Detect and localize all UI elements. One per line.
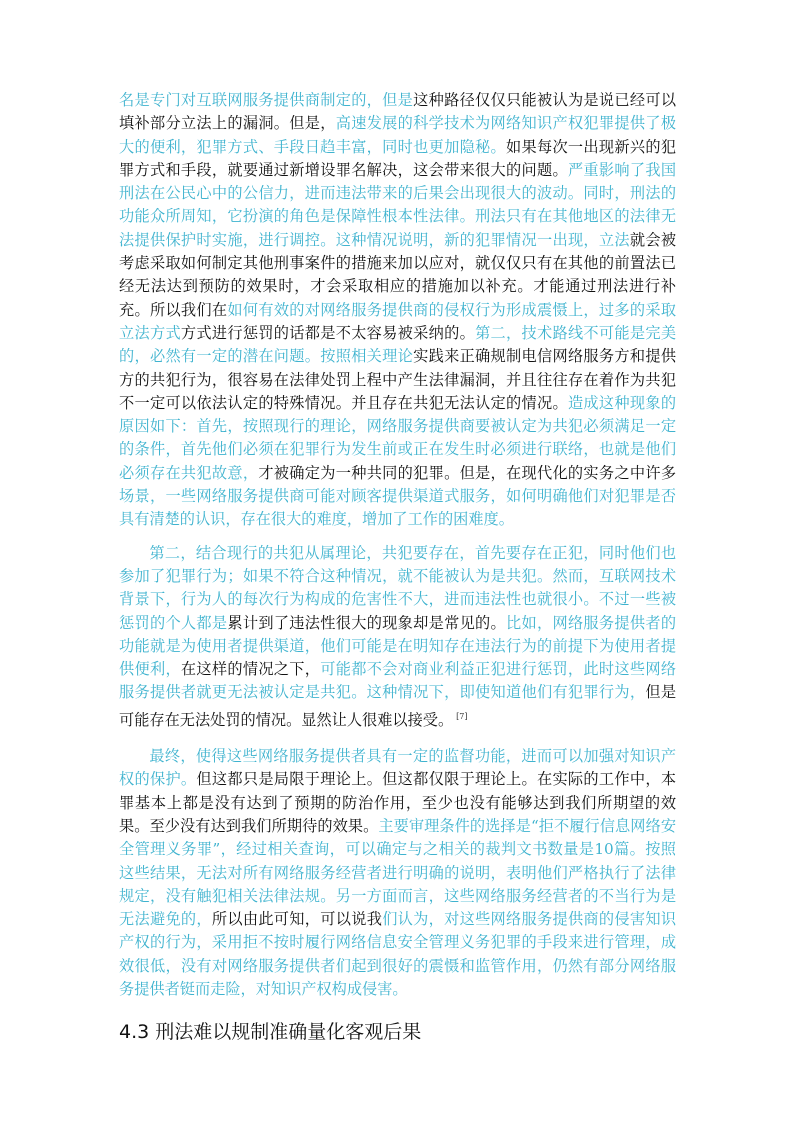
highlighted-text: 们认为，对这些网络服务提供商的侵害知识产权的行为，采用拒不按时履行网络信息安全管理义务犯罪的手段来进行管理，成效很低，没有对网络服务提供者们起到很好的震慑和监管作用，仍然有部分网络服务提供者铤而走险，对知识产权构成侵害。: [119, 910, 677, 999]
highlighted-text: 比如，网络服务提供者的功能就是为使用者提供渠道，他们可能是在明知存在违法行为的前提下为使用者提供便利，: [119, 613, 677, 679]
document-page: [119, 89, 676, 1045]
highlighted-text: 场景，一些网络服务提供商可能对顾客提供渠道式服务，如何明确他们对犯罪是否具有清楚的认识，存在很大的难度，增加了工作的困难度。: [119, 487, 676, 529]
highlighted-text: 如何有效的对网络服务提供商的侵权行为形成震慑上，过多的采取立法方式: [119, 300, 677, 342]
citation-reference: [7]: [456, 711, 468, 721]
text-segment: 但是可能存在无法处罚的情况。显然让人很难以接受。: [119, 683, 677, 729]
highlighted-text: 主要审理条件的选择是“拒不履行信息网络安全管理义务罪”，经过相关查询，可以确定与之相关的裁判文书数量是10篇。按照这些结果，无法对所有网络服务经营者进行明确的说明，表明他们严格执行了法律规定，没有触犯相关法律法规。另一方面而言，这些网络服务经营者的不当行为是无法避免的，: [119, 816, 677, 929]
paragraph-3: [119, 745, 676, 1001]
text-segment: 实践来正确规制电信网络服务方和提供方的共犯行为，很容易在法律处罚上程中产生法律漏洞，并且往往存在着作为共犯不一定可以依法认定的特殊情况。并且存在共犯无法认定的情况。: [119, 347, 677, 412]
text-segment: 才被确定为一种共同的犯罪。但是，在现代化的实务之中许多: [258, 463, 677, 482]
highlighted-text: 名是专门对互联网服务提供商制定的，但是: [119, 91, 414, 109]
text-segment: 所以由此可知，可以说我: [211, 910, 383, 929]
text-segment: 累计到了违法性很大的现象却是常见的。: [227, 613, 507, 632]
text-segment: 但这都只是局限于理论上。但这都仅限于理论上。在实际的工作中，本罪基本上都是没有达到了预期的防治作用，至少也没有能够达到我们所期望的效果。至少没有达到我们所期待的效果。: [119, 770, 677, 835]
highlighted-text: 立法: [598, 230, 630, 249]
highlighted-text: 严重影响了我国刑法在公民心中的公信力，进而违法带来的后果会出现很大的波动。同时，刑法的功能众所周知，它扮演的角色是保障性根本性法律。刑法只有在其他地区的法律无法提供保护时实施，进行调控。: [119, 160, 677, 249]
highlighted-text: 最终，使得这些网络服务提供者具有一定的监督功能，进而可以加强对知识产权的保护。: [119, 747, 676, 789]
paragraph-1: [119, 89, 676, 532]
text-segment: 就会被考虑采取如何制定其他刑事案件的措施来加以应对，就仅仅只有在其他的前置法已经无法达到预防的效果时，才会采取相应的措施加以补充。才能通过刑法进行补充。所以我们在: [119, 230, 677, 319]
highlighted-text: 可能都不会对商业利益正犯进行惩罚，此时这些网络服务提供者就更无法被认定是共犯。这种情况下，即使知道他们有犯罪行为，: [119, 660, 677, 702]
paragraph-2: [119, 542, 676, 732]
text-segment: 如果每次一出现新兴的犯罪方式和手段，就要通过新增设罪名解决，这会带来很大的问题。: [119, 137, 677, 179]
highlighted-text: 高速发展的科学技术为网络知识产权犯罪提供了极大的便利，犯罪方式、手段日趋丰富，同时也更加隐秘。: [119, 114, 677, 156]
highlighted-text: 第二，技术路线不可能是完美的，必然有一定的潜在问题。按照相关理论: [119, 323, 677, 366]
highlighted-text: 造成这种现象的原因如下：首先，按照现行的理论，网络服务提供商要被认定为共犯必须满足一定的条件，首先他们必须在犯罪行为发生前或正在发生时必须进行联络，也就是他们必须存在共犯故意，: [119, 393, 677, 482]
text-segment: 这种路径仅仅只能被认为是说已经可以填补部分立法上的漏洞。但是，: [119, 91, 677, 133]
section-heading: 4.3 刑法难以规制准确量化客观后果: [119, 1021, 422, 1044]
highlighted-text: 第二，结合现行的共犯从属理论，共犯要存在，首先要存在正犯，同时他们也参加了犯罪行为；如果不符合这种情况，就不能被认为是共犯。然而，互联网技术背景下，行为人的每次行为构成的危害性不大，进而违法性也就很小。不过一些被惩罚的个人都是: [119, 543, 676, 632]
text-segment: 方式进行惩罚的话都是不太容易被采纳的。: [180, 323, 476, 342]
highlighted-text: 这种情况说明，新的犯罪情况一出现，: [335, 230, 599, 249]
text-segment: 在这样的情况之下，: [180, 660, 321, 679]
